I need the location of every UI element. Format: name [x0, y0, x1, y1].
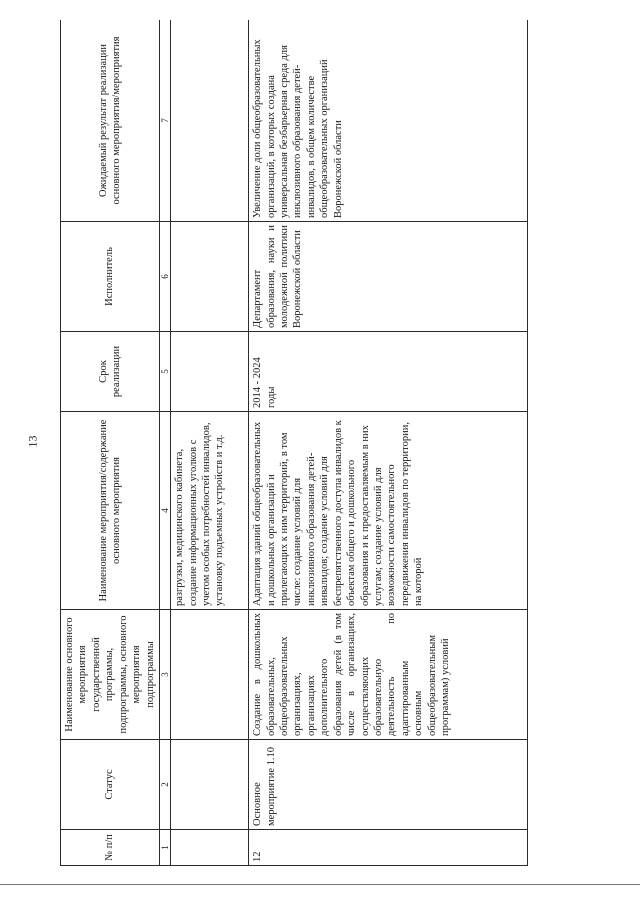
table-row — [249, 20, 528, 866]
bottom-divider — [0, 884, 640, 885]
continuation-content-cell: разгрузки, медицинского кабинета, создание информационных уголков с учетом особых потребностей инвалидов, установку подъемных устройств и т.д. — [171, 412, 249, 610]
row-number-cell: 12 — [249, 830, 528, 866]
rotated-table-sheet — [60, 20, 528, 866]
column-number: 2 — [160, 740, 171, 830]
continuation-cell — [171, 740, 249, 830]
activity-content-cell: Адаптация зданий общеобразовательных и дошкольных организаций и прилегающих к ним территорий, в том числе: создание условий для инклюзивного образования детей-инвалидов; создание условий для беспрепятственного доступа инвалидов к объектам общего и дошкольного образования и к предоставляемым в них услугам; создание условий для возможности самостоятельного передвижения инвалидов по территории, на которой — [249, 412, 528, 610]
header-term: Срок реализации — [61, 332, 160, 412]
column-number: 5 — [160, 332, 171, 412]
column-number: 4 — [160, 412, 171, 610]
column-number: 1 — [160, 830, 171, 866]
activities-table — [60, 20, 528, 866]
continuation-cell — [171, 332, 249, 412]
header-activity-content: Наименование мероприятия/содержание основного мероприятия — [61, 412, 160, 610]
header-executor: Исполнитель — [61, 222, 160, 332]
column-number-row — [160, 20, 171, 866]
continuation-cell — [171, 610, 249, 740]
activity-name-cell: Создание в дошкольных образовательных, общеобразовательных организациях, организациях дополнительного образования детей (в том числе в организациях, осуществляющих образовательную деятельность по адаптированным основным общеобразовательным программам) условий — [249, 610, 528, 740]
page-number: 13 — [25, 435, 40, 448]
continuation-cell — [171, 222, 249, 332]
table-row — [171, 20, 249, 866]
header-expected-result: Ожидаемый результат реализации основного мероприятия/мероприятия — [61, 20, 160, 222]
table-header-row — [61, 20, 160, 866]
header-main-activity-name: Наименование основного мероприятия государственной программы, подпрограммы, основного мероприятия подпрограммы — [61, 610, 160, 740]
term-cell: 2014 - 2024 годы — [249, 332, 528, 412]
column-number: 3 — [160, 610, 171, 740]
column-number: 6 — [160, 222, 171, 332]
expected-result-cell: Увеличение доли общеобразовательных организаций, в которых создана универсальная безбарьерная среда для инклюзивного образования детей-инвалидов, в общем количестве общеобразовательных организаций Воронежской области — [249, 20, 528, 222]
column-number: 7 — [160, 20, 171, 222]
header-status: Статус — [61, 740, 160, 830]
executor-cell: Департамент образования, науки и молодежной политики Воронежской области — [249, 222, 528, 332]
status-cell: Основное мероприятие 1.10 — [249, 740, 528, 830]
continuation-cell — [171, 20, 249, 222]
header-number: № п/п — [61, 830, 160, 866]
table-rotator — [60, 20, 528, 866]
continuation-cell — [171, 830, 249, 866]
